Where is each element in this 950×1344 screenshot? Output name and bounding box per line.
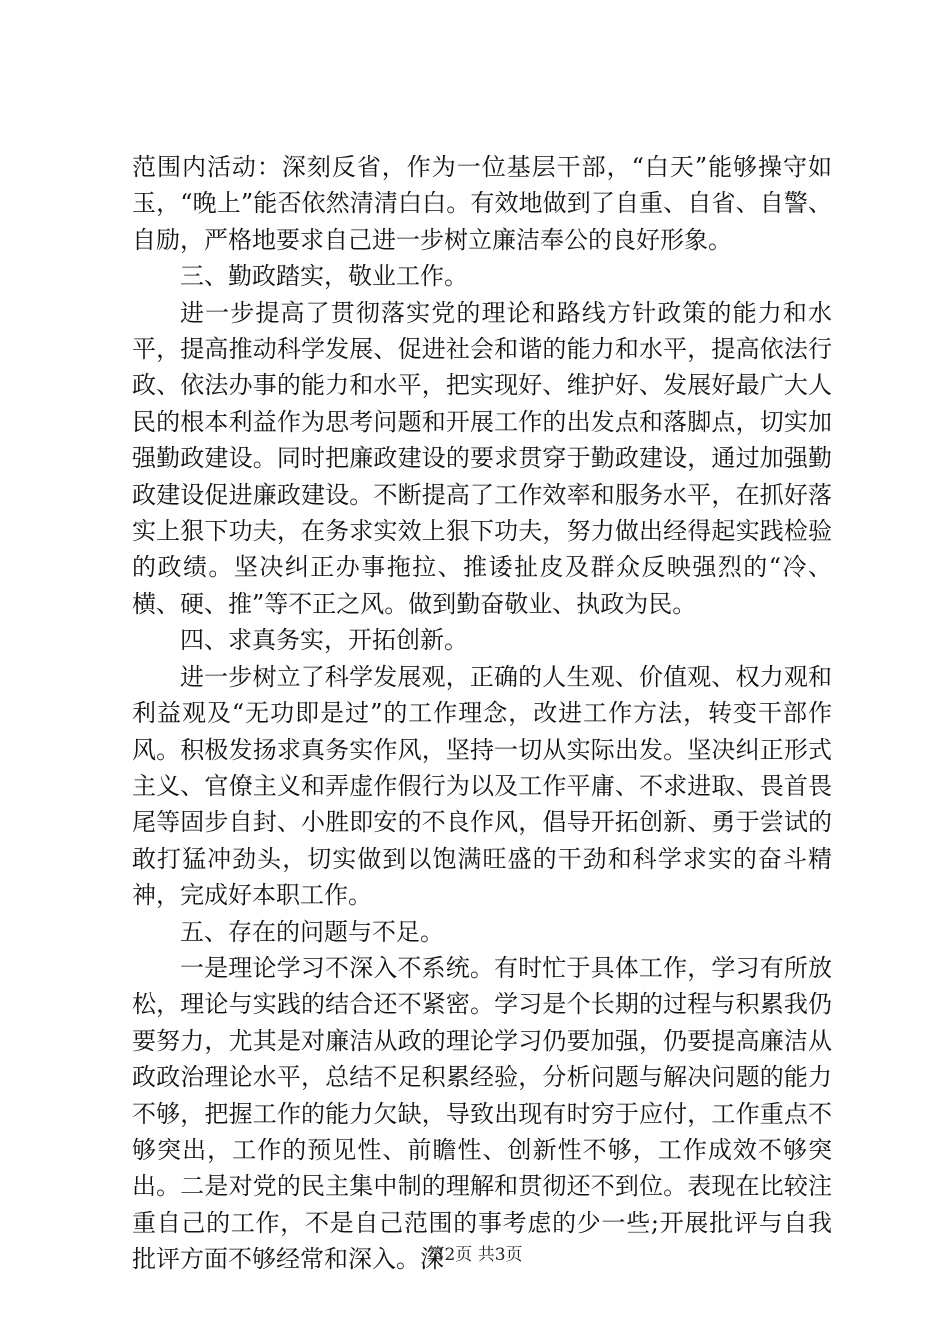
paragraph-1: 范围内活动：深刻反省，作为一位基层干部，“白天”能够操守如玉，“晚上”能否依然清清白白。有效地做到了自重、自省、自警、自励，严格地要求自己进一步树立廉洁奉公的良好形象。: [132, 153, 832, 254]
paragraph-3: 进一步提高了贯彻落实党的理论和路线方针政策的能力和水平，提高推动科学发展、促进社会和谐的能力和水平，提高依法行政、依法办事的能力和水平，把实现好、维护好、发展好最广大人民的根本利益作为思考问题和开展工作的出发点和落脚点，切实加强勤政建设。同时把廉政建设的要求贯穿于勤政建设，通过加强勤政建设促进廉政建设。不断提高了工作效率和服务水平，在抓好落实上狠下功夫，在务求实效上狠下功夫，努力做出经得起实践检验的政绩。坚决纠正办事拖拉、推诿扯皮及群众反映强烈的“冷、横、硬、推”等不正之风。做到勤奋敬业、执政为民。: [132, 298, 832, 618]
paragraph-5: 进一步树立了科学发展观，正确的人生观、价值观、权力观和利益观及“无功即是过”的工作理念，改进工作方法，转变干部作风。积极发扬求真务实作风，坚持一切从实际出发。坚决纠正形式主义、官僚主义和弄虚作假行为以及工作平庸、不求进取、畏首畏尾等固步自封、小胜即安的不良作风，倡导开拓创新、勇于尝试的敢打猛冲劲头，切实做到以饱满旺盛的干劲和科学求实的奋斗精神，完成好本职工作。: [132, 662, 832, 910]
page-footer: 第2页 共3页: [427, 1245, 523, 1265]
section-heading-3: 三、勤政踏实，敬业工作。: [180, 262, 468, 291]
paragraph-7: 一是理论学习不深入不系统。有时忙于具体工作，学习有所放松，理论与实践的结合还不紧密。学习是个长期的过程与积累我仍要努力，尤其是对廉洁从政的理论学习仍要加强，仍要提高廉洁从政政治理论水平，总结不足积累经验，分析问题与解决问题的能力不够，把握工作的能力欠缺，导致出现有时穷于应付，工作重点不够突出，工作的预见性、前瞻性、创新性不够，工作成效不够突出。二是对党的民主集中制的理解和贯彻还不到位。表现在比较注重自己的工作，不是自己范围的事考虑的少一些;开展批评与自我批评方面不够经常和深入。深: [132, 953, 832, 1274]
section-heading-4: 四、求真务实，开拓创新。: [180, 626, 468, 655]
document-body: [132, 149, 832, 1278]
section-heading-5: 五、存在的问题与不足。: [180, 917, 444, 946]
